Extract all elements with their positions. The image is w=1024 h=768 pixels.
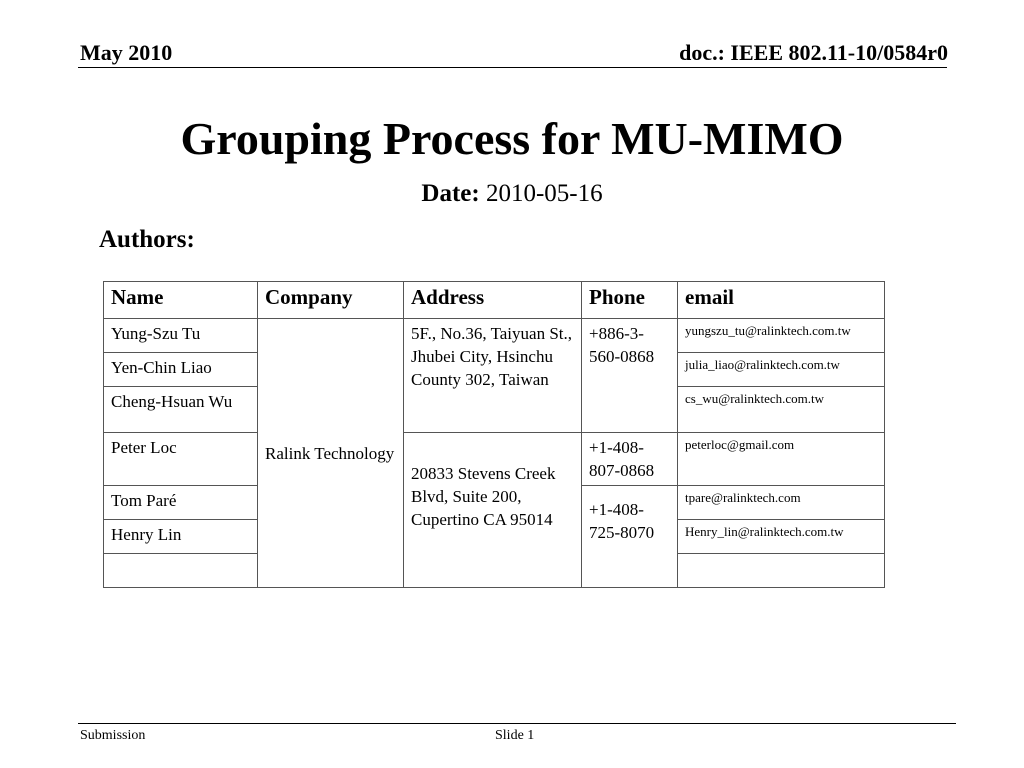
table-row	[104, 319, 885, 353]
address-cell: 5F., No.36, Taiyuan St., Jhubei City, Hsinchu County 302, Taiwan	[404, 319, 582, 433]
author-email: tpare@ralinktech.com	[678, 486, 885, 520]
author-email: julia_liao@ralinktech.com.tw	[678, 353, 885, 387]
author-name: Yung-Szu Tu	[104, 319, 258, 353]
author-name: Henry Lin	[104, 520, 258, 554]
column-header-name: Name	[104, 282, 258, 319]
author-name: Peter Loc	[104, 433, 258, 486]
phone-cell: +886-3-560-0868	[582, 319, 678, 433]
column-header-address: Address	[404, 282, 582, 319]
header-doc-id: doc.: IEEE 802.11-10/0584r0	[679, 40, 948, 65]
author-name: Tom Paré	[104, 486, 258, 520]
column-header-email: email	[678, 282, 885, 319]
table-row	[104, 433, 885, 486]
author-email: yungszu_tu@ralinktech.com.tw	[678, 319, 885, 353]
company-cell: Ralink Technology	[258, 319, 404, 588]
address-cell: 20833 Stevens Creek Blvd, Suite 200, Cupertino CA 95014	[404, 433, 582, 588]
header-date: May 2010	[80, 40, 173, 65]
author-name: Yen-Chin Liao	[104, 353, 258, 387]
author-email: Henry_lin@ralinktech.com.tw	[678, 520, 885, 554]
date-line	[0, 180, 1024, 208]
column-header-company: Company	[258, 282, 404, 319]
slide-title: Grouping Process for MU-MIMO	[180, 113, 844, 164]
author-name	[104, 554, 258, 588]
author-email: peterloc@gmail.com	[678, 433, 885, 486]
author-email: cs_wu@ralinktech.com.tw	[678, 387, 885, 433]
table-header-row	[104, 282, 885, 319]
date-label: Date:	[421, 180, 480, 207]
date-value: 2010-05-16	[485, 180, 603, 207]
header-rule	[78, 67, 947, 68]
footer-rule	[78, 723, 956, 724]
phone-cell: +1-408-807-0868	[582, 433, 678, 486]
authors-heading: Authors:	[99, 226, 195, 253]
authors-table	[103, 281, 885, 588]
footer-slide-number: Slide 1	[495, 728, 535, 743]
author-name: Cheng-Hsuan Wu	[104, 387, 258, 433]
footer-submission: Submission	[80, 728, 146, 743]
author-email	[678, 554, 885, 588]
phone-cell: +1-408-725-8070	[582, 486, 678, 588]
column-header-phone: Phone	[582, 282, 678, 319]
